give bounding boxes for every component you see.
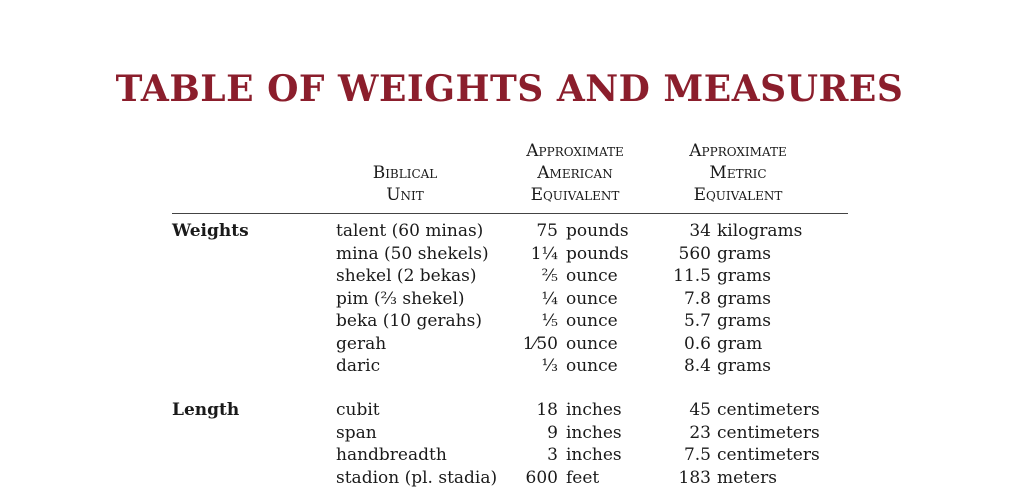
american-amount-cell: 1¼ [530,243,558,264]
american-amount-cell: ¼ [541,288,558,309]
american-amount-cell: 1⁄50 [522,333,558,354]
table-row [0,467,1024,490]
biblical-unit-cell: span [336,422,377,443]
metric-unit-cell: grams [717,311,771,331]
metric-amount-cell: 34 [689,221,711,241]
american-unit-cell: pounds [566,221,629,241]
table-row [0,444,1024,467]
header-biblical-unit [355,162,455,206]
american-amount-cell: ⅕ [541,311,558,331]
american-amount-cell: ⅓ [541,356,558,376]
metric-unit-cell: meters [717,467,777,488]
american-unit-cell: ounce [566,288,618,309]
metric-unit-cell: kilograms [717,221,803,241]
table-row [0,220,1024,243]
header-metric-line-2: Metric [709,163,767,183]
metric-amount-cell: 7.8 [683,288,711,309]
section-label-weights: Weights [172,221,249,241]
biblical-unit-cell: mina (50 shekels) [336,243,489,264]
american-unit-cell: pounds [566,243,629,264]
biblical-unit-cell: shekel (2 bekas) [336,266,477,286]
table-row [0,243,1024,266]
metric-unit-cell: centimeters [717,422,820,443]
metric-amount-cell: 23 [689,422,711,443]
metric-unit-cell: gram [717,333,763,354]
header-divider [172,213,848,214]
american-unit-cell: ounce [566,266,618,286]
biblical-unit-cell: beka (10 gerahs) [336,311,482,331]
metric-amount-cell: 7.5 [683,445,711,465]
american-amount-cell: 75 [536,221,558,241]
table-row [0,288,1024,311]
header-metric-line-1: Approximate [689,141,787,161]
biblical-unit-cell: cubit [336,400,380,420]
american-amount-cell: 9 [547,422,558,443]
metric-amount-cell: 5.7 [683,311,711,331]
header-metric-line-3: Equivalent [693,185,783,205]
american-unit-cell: inches [566,445,622,465]
table-row [0,422,1024,445]
biblical-unit-cell: daric [336,356,381,376]
american-amount-cell: 3 [547,445,558,465]
metric-unit-cell: grams [717,243,771,264]
biblical-unit-cell: pim (⅔ shekel) [336,288,465,309]
table-row [0,355,1024,378]
metric-unit-cell: grams [717,266,771,286]
metric-amount-cell: 560 [678,243,711,264]
table-row [0,333,1024,356]
header-american-equivalent [505,140,645,206]
metric-unit-cell: centimeters [717,445,820,465]
section-label-length: Length [172,400,240,420]
metric-unit-cell: grams [717,356,771,376]
biblical-unit-cell: talent (60 minas) [336,221,484,241]
biblical-unit-cell: stadion (pl. stadia) [336,467,498,488]
metric-amount-cell: 183 [678,467,711,488]
header-american-line-1: Approximate [526,141,624,161]
metric-amount-cell: 0.6 [683,333,711,354]
header-american-line-2: American [537,163,613,183]
american-amount-cell: ⅖ [541,266,558,286]
biblical-unit-cell: gerah [336,333,387,354]
table-row [0,265,1024,288]
header-biblical-line-1: Biblical [372,163,438,183]
american-unit-cell: ounce [566,333,618,354]
american-unit-cell: inches [566,400,622,420]
table-row [0,310,1024,333]
header-metric-equivalent [668,140,808,206]
metric-amount-cell: 8.4 [683,356,711,376]
metric-amount-cell: 45 [689,400,711,420]
american-amount-cell: 18 [536,400,558,420]
american-unit-cell: feet [566,467,600,488]
american-unit-cell: ounce [566,356,618,376]
american-amount-cell: 600 [525,467,558,488]
header-american-line-3: Equivalent [530,185,620,205]
metric-amount-cell: 11.5 [673,266,711,286]
metric-unit-cell: grams [717,288,771,309]
header-biblical-line-2: Unit [386,185,424,205]
page-title: TABLE OF WEIGHTS AND MEASURES [115,68,904,110]
biblical-unit-cell: handbreadth [336,445,447,465]
metric-unit-cell: centimeters [717,400,820,420]
american-unit-cell: ounce [566,311,618,331]
table-row [0,399,1024,422]
american-unit-cell: inches [566,422,622,443]
